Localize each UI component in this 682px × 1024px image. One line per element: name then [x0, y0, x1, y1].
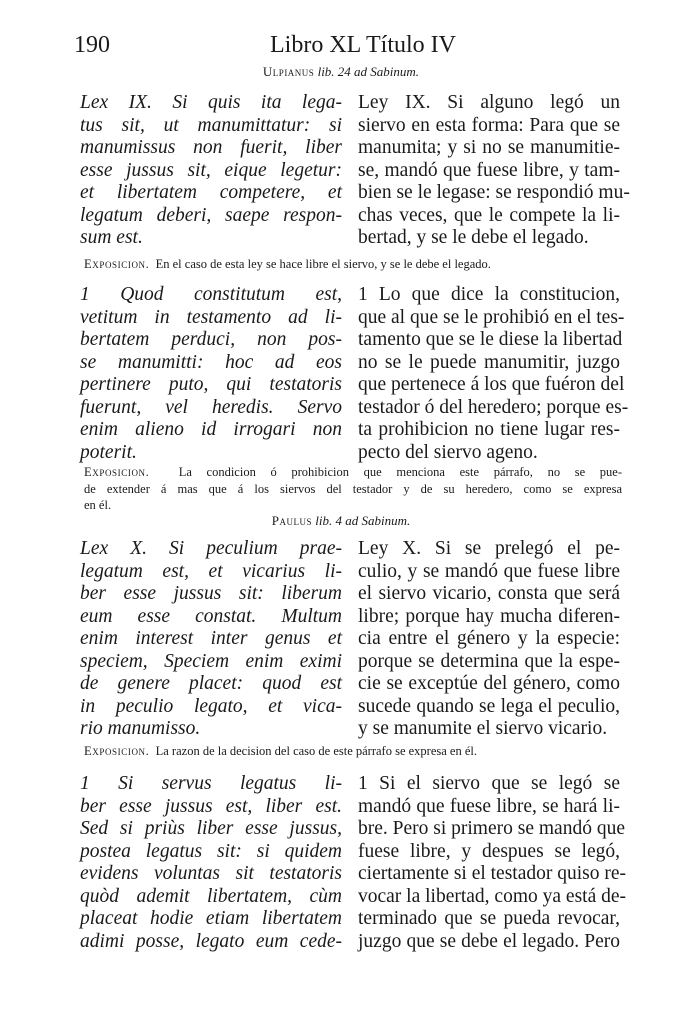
- spanish-text-ley-x-paragraph-1: [358, 773, 627, 953]
- latin-line: legatum deberi, saepe respon-: [80, 204, 342, 226]
- latin-text-paragraph-1: [80, 284, 342, 464]
- spanish-line: tamento que se le diese la libertad: [358, 329, 623, 350]
- latin-line: pertinere puto, qui testatoris: [80, 374, 342, 395]
- latin-line: ber esse jussus sit: liberum: [80, 583, 342, 604]
- exposicion-note: [84, 743, 622, 760]
- spanish-text-paragraph-1: [358, 284, 629, 464]
- spanish-line: cia entre el género y la especie:: [358, 628, 620, 649]
- spanish-line: sucede quando se lega el peculio,: [358, 695, 620, 717]
- spanish-line: bien se le legase: se respondió mu-: [358, 182, 630, 203]
- running-title: Libro XL Título IV: [270, 32, 456, 58]
- latin-line: poterit.: [80, 441, 137, 463]
- latin-line: enim interest inter genus et: [80, 628, 342, 649]
- latin-line: fuerunt, vel heredis. Servo: [80, 396, 342, 418]
- latin-line: enim alieno id irrogari non: [80, 419, 342, 440]
- spanish-line: juzgo que se debe el legado. Pero: [358, 930, 620, 952]
- spanish-line: siervo en esta forma: Para que se: [358, 114, 620, 136]
- latin-line: Lex IX. Si quis ita lega-: [80, 92, 342, 113]
- latin-line: de genere placet: quod est: [80, 673, 342, 694]
- latin-line: in peculio legato, et vica-: [80, 695, 342, 717]
- latin-line: evidens voluntas sit testatoris: [80, 863, 342, 884]
- spanish-line: cie se exceptúe del género, como: [358, 673, 620, 694]
- source-reference: lib. 4 ad Sabinum.: [315, 513, 411, 528]
- exposicion-note: [84, 256, 622, 273]
- exposicion-label: Exposicion.: [84, 744, 150, 758]
- page-number: 190: [74, 32, 110, 58]
- latin-line: se manumitti: hoc ad eos: [80, 351, 342, 373]
- spanish-line: terminado que se pueda revocar,: [358, 908, 620, 929]
- spanish-line: se, mandó que fuese libre, y tam-: [358, 159, 620, 181]
- latin-line: quòd ademit libertatem, cùm: [80, 885, 342, 907]
- spanish-line: que pertenece á los que fuéron del: [358, 374, 625, 395]
- spanish-line: Ley X. Si se prelegó el pe-: [358, 538, 620, 559]
- spanish-text-ley-x: [358, 538, 620, 741]
- spanish-line: libre; porque hay mucha diferen-: [358, 605, 620, 627]
- spanish-line: vocar la libertad, como ya está de-: [358, 885, 627, 907]
- spanish-text-ley-ix: [358, 92, 630, 250]
- exposicion-text: La razon de la decision del caso de este párrafo se expresa en él.: [155, 744, 477, 758]
- latin-line: et libertatem competere, et: [80, 182, 342, 203]
- spanish-line: manumita; y si no se manumitie-: [358, 137, 620, 158]
- spanish-line: testador ó del heredero; porque es-: [358, 396, 629, 418]
- latin-text-lex-x-paragraph-1: [80, 773, 342, 953]
- latin-line: eum esse constat. Multum: [80, 605, 342, 627]
- latin-line: vetitum in testamento ad li-: [80, 306, 342, 328]
- spanish-line: porque se determina que la espe-: [358, 650, 620, 672]
- spanish-line: que al que se le prohibió en el tes-: [358, 306, 625, 328]
- latin-line: manumissus non fuerit, liber: [80, 137, 342, 158]
- latin-line: adimi posse, legato eum cede-: [80, 930, 342, 952]
- latin-text-lex-ix: [80, 92, 342, 250]
- source-citation: [0, 64, 682, 80]
- latin-line: sum est.: [80, 227, 143, 248]
- source-author: Paulus: [271, 513, 312, 528]
- latin-line: speciem, Speciem enim eximi: [80, 650, 342, 672]
- exposicion-label: Exposicion.: [84, 257, 150, 271]
- spanish-line: el siervo vicario, consta que será: [358, 583, 620, 604]
- latin-text-lex-x: [80, 538, 342, 741]
- latin-line: 1 Quod constitutum est,: [80, 284, 342, 305]
- page-header: [74, 32, 622, 62]
- spanish-line: mandó que fuese libre, se hará li-: [358, 795, 620, 817]
- latin-line: bertatem perduci, non pos-: [80, 329, 342, 350]
- exposicion-text: de extender á mas que á los siervos del testador y de su heredero, como se expresa: [84, 481, 622, 496]
- spanish-line: 1 Si el siervo que se legó se: [358, 773, 620, 794]
- spanish-line: chas veces, que le compete la li-: [358, 204, 620, 226]
- latin-line: esse jussus sit, eique legetur:: [80, 159, 342, 181]
- latin-line: tus sit, ut manumittatur: si: [80, 114, 342, 136]
- spanish-line: y se manumite el siervo vicario.: [358, 718, 608, 739]
- source-reference: lib. 24 ad Sabinum.: [317, 64, 420, 79]
- latin-line: placeat hodie etiam libertatem: [80, 908, 342, 929]
- latin-line: legatum est, et vicarius li-: [80, 560, 342, 582]
- exposicion-label: Exposicion.: [84, 465, 150, 479]
- latin-line: 1 Si servus legatus li-: [80, 773, 342, 794]
- latin-line: Lex X. Si peculium prae-: [80, 538, 342, 559]
- latin-line: rio manumisso.: [80, 718, 201, 739]
- exposicion-text: en él.: [84, 498, 112, 512]
- exposicion-text: En el caso de esta ley se hace libre el siervo, y se le debe el legado.: [155, 257, 491, 271]
- spanish-line: culio, y se mandó que fuese libre: [358, 560, 620, 582]
- exposicion-text: La condicion ó prohibicion que menciona este párrafo, no se pue-: [178, 465, 622, 479]
- spanish-line: fuese libre, y despues se legó,: [358, 840, 620, 862]
- spanish-line: 1 Lo que dice la constitucion,: [358, 284, 620, 305]
- latin-line: ber esse jussus est, liber est.: [80, 795, 342, 817]
- exposicion-note: [84, 464, 622, 514]
- latin-line: postea legatus sit: si quidem: [80, 840, 342, 862]
- source-author: Ulpianus: [262, 64, 315, 79]
- spanish-line: Ley IX. Si alguno legó un: [358, 92, 620, 113]
- spanish-line: no se le puede manumitir, juzgo: [358, 351, 620, 373]
- spanish-line: bertad, y se le debe el legado.: [358, 227, 589, 248]
- spanish-line: ciertamente si el testador quiso re-: [358, 863, 627, 884]
- source-citation: [0, 513, 682, 529]
- spanish-line: bre. Pero si primero se mandó que: [358, 818, 625, 839]
- spanish-line: ta prohibicion no tiene lugar res-: [358, 419, 620, 440]
- spanish-line: pecto del siervo ageno.: [358, 441, 538, 463]
- latin-line: Sed si priùs liber esse jussus,: [80, 818, 342, 839]
